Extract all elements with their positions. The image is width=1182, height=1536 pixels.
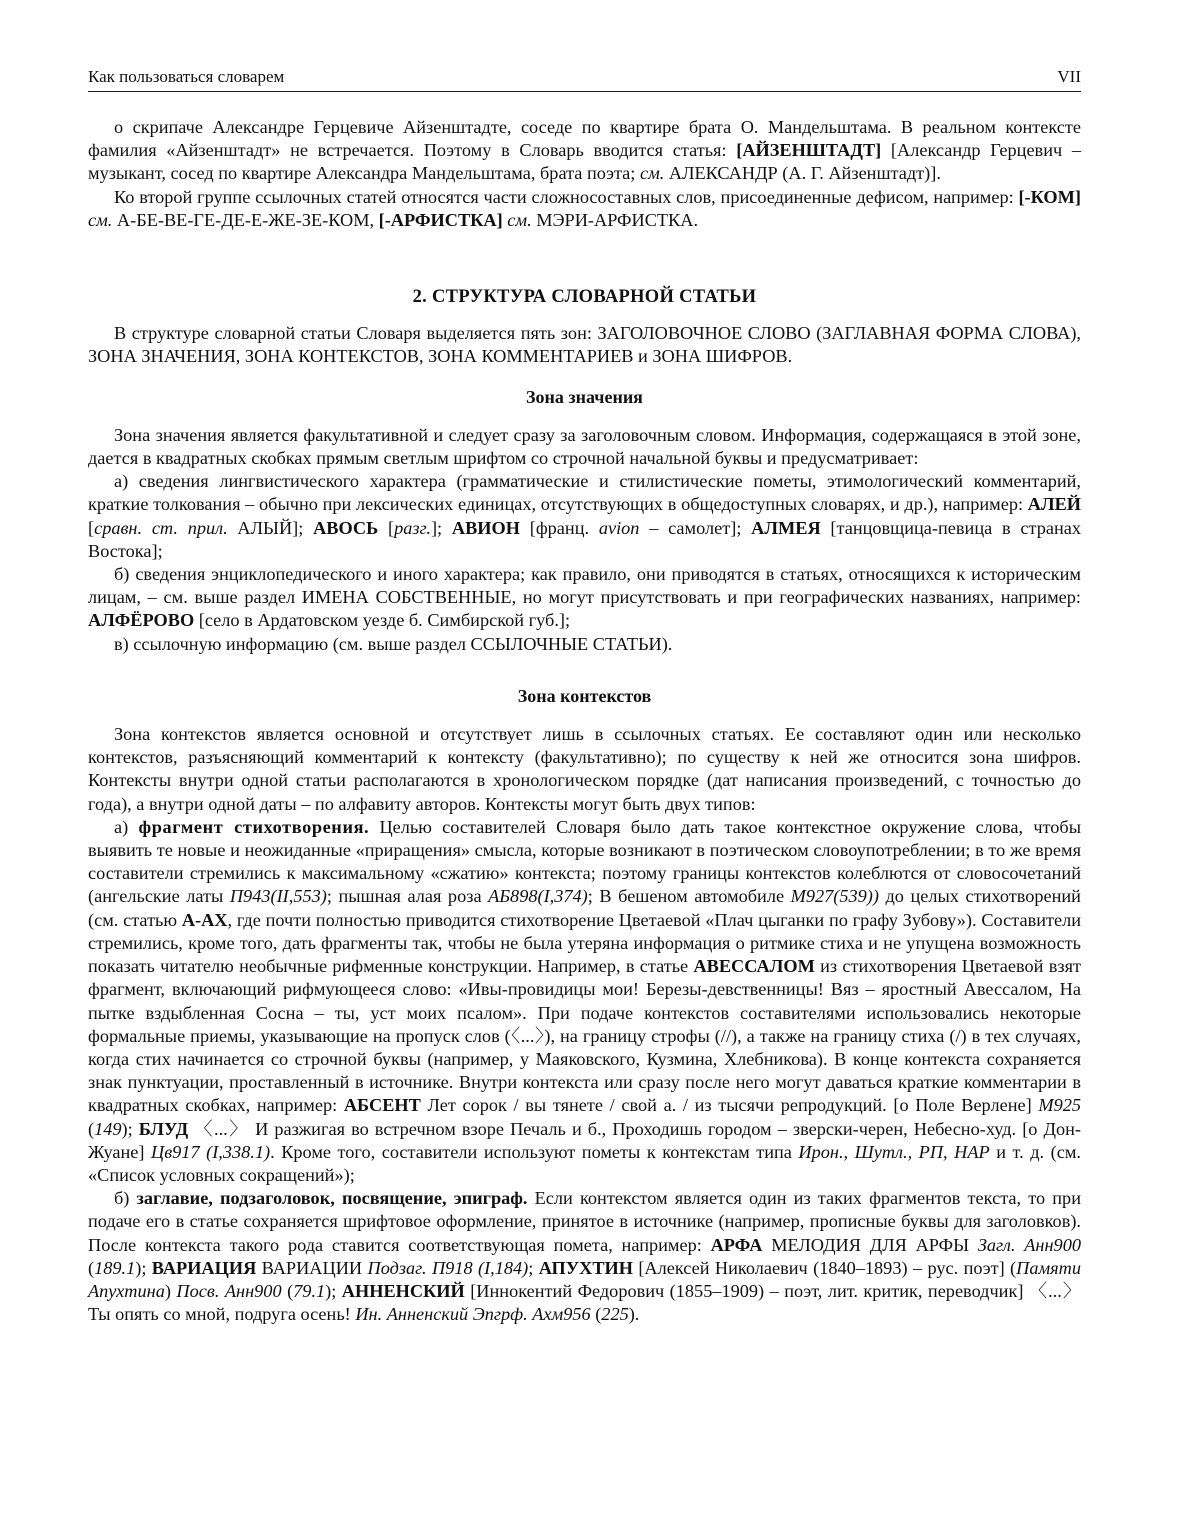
- headword: [-АРФИСТКА]: [378, 209, 503, 230]
- headword: АРФА: [710, 1234, 763, 1255]
- list-item-linguistic: а) сведения лингвистического характера (грамматические и стилистические пометы, этимологический комментарий, краткие толкования – обычно при лексических единицах, отсутствующих в общедоступных словарях, и др.), например: АЛЕЙ [сравн. ст. прил. АЛЫЙ]; АВОСЬ [разг.]; АВИОН [франц. avion – самолет]; АЛМЕЯ [танцовщица-певица в странах Востока];: [88, 471, 1081, 561]
- headword: АВИОН: [451, 517, 520, 538]
- list-item-title-epigraph: б) заглавие, подзаголовок, посвящение, эпиграф. Если контекстом является один из таких фрагментов текста, то при подаче его в статье сохраняется шрифтовое оформление, принятое в источнике (например, прописные буквы для заголовков). После контекста такого рода ставится соответствующая помета, например: АРФА МЕЛОДИЯ ДЛЯ АРФЫ Загл. Анн900 (189.1); ВАРИАЦИЯ ВАРИАЦИИ Подзаг. П918 (I,184); АПУХТИН [Алексей Николаевич (1840–1893) – рус. поэт] (Памяти Апухтина) Посв. Анн900 (79.1); АННЕНСКИЙ [Иннокентий Федорович (1855–1909) – поэт, лит. критик, переводчик] 〈...〉 Ты опять со мной, подруга осень! Ин. Анненский Эпгрф. Ахм956 (225).: [88, 1188, 1082, 1325]
- document-body: [88, 116, 1081, 1326]
- headword: АЛФЁРОВО: [88, 610, 195, 631]
- headword: АПУХТИН: [538, 1257, 633, 1278]
- headword: ВАРИАЦИЯ: [151, 1257, 257, 1278]
- paragraph-meaning-intro: Зона значения является факультативной и следует сразу за заголовочным словом. Информация, содержащаяся в этой зоне, дается в квадратных скобках прямым светлым шрифтом со строчной начальной буквы и предусматривает:: [88, 424, 1081, 469]
- list-item-reference: в) ссылочную информацию (см. выше раздел ССЫЛОЧНЫЕ СТАТЬИ).: [114, 633, 673, 654]
- running-head: [88, 67, 1081, 92]
- headword: АБСЕНТ: [343, 1095, 421, 1116]
- headword: АЛМЕЯ: [751, 517, 821, 538]
- headword: АННЕНСКИЙ: [341, 1280, 465, 1301]
- subsection-heading-meaning: Зона значения: [526, 386, 643, 407]
- running-head-title: Как пользоваться словарем: [88, 67, 285, 86]
- headword: [АЙЗЕНШТАДТ]: [736, 140, 882, 161]
- headword: АВЕССАЛОМ: [693, 956, 815, 977]
- paragraph-aizenshtadt: о скрипаче Александре Герцевиче Айзенштадте, соседе по квартире брата О. Мандельштама. В реальном контексте фамилия «Айзенштадт» не встречается. Поэтому в Словарь вводится статья: [АЙЗЕНШТАДТ] [Александр Герцевич – музыкант, сосед по квартире Александра Мандельштама, брата поэта; см. АЛЕКСАНДР (А. Г. Айзенштадт)].: [88, 117, 1081, 184]
- section-heading: 2. СТРУКТУРА СЛОВАРНОЙ СТАТЬИ: [412, 287, 757, 308]
- headword: А-АХ: [181, 909, 228, 930]
- headword: [-КОМ]: [1018, 186, 1081, 207]
- list-item-poem-fragment: а) фрагмент стихотворения. Целью составителей Словаря было дать такое контекстное окружение слова, чтобы выявить те новые и неожиданные «приращения» смысла, которые возникают в поэтическом словоупотреблении; в то же время составители стремились к максимальному «сжатию» контекста; поэтому границы контекстов колеблются от словосочетаний (ангельские латы П943(II,553); пышная алая роза АБ898(I,374); В бешеном автомобиле М927(539)) до целых стихотворений (см. статью А-АХ, где почти полностью приводится стихотворение Цветаевой «Плач цыганки по графу Зубову»). Составители стремились, кроме того, дать фрагменты так, чтобы не была утеряна информация о ритмике стиха и не упущена возможность показать читателю необычные рифменные конструкции. Например, в статье АВЕССАЛОМ из стихотворения Цветаевой взят фрагмент, включающий рифмующееся слово: «Ивы-провидицы мои! Березы-девственницы! Вяз – яростный Авессалом, На пытке вздыбленная Сосна – ты, уст моих псалом». При подаче контекстов составителями использовались некоторые формальные приемы, указывающие на пропуск слов (〈...〉), на границу строфы (//), а также на границу стиха (/) в тех случаях, когда стих начинается со строчной буквы (например, у Маяковского, Кузмина, Хлебникова). В конце контекста сохраняется знак пунктуации, проставленный в источнике. Внутри контекста или сразу после него могут даваться краткие комментарии в квадратных скобках, например: АБСЕНТ Лет сорок / вы тянете / свой а. / из тысячи репродукций. [о Поле Верлене] М925 (149); БЛУД 〈...〉 И разжигая во встречном взоре Печаль и б., Проходишь городом – зверски-черен, Небесно-худ. [о Дон-Жуане] Цв917 (I,338.1). Кроме того, составители используют пометы к контекстам типа Ирон., Шутл., РП, НАР и т. д. (см. «Список условных сокращений»);: [88, 816, 1081, 1185]
- subsection-heading-context: Зона контекстов: [517, 685, 652, 706]
- headword: АЛЕЙ: [1027, 494, 1081, 515]
- list-item-encyclopedic: б) сведения энциклопедического и иного характера; как правило, они приводятся в статьях, относящихся к историческим лицам, – см. выше раздел ИМЕНА СОБСТВЕННЫЕ, но могут присутствовать и при географических названиях, например: АЛФЁРОВО [село в Ардатовском уезде б. Симбирской губ.];: [88, 564, 1081, 631]
- headword: БЛУД: [138, 1118, 189, 1139]
- paragraph-context-intro: Зона контекстов является основной и отсутствует лишь в ссылочных статьях. Ее составляют один или несколько контекстов, разъясняющий комментарий к контексту (факультативно); по существу к ней же относится зона шифров. Контексты внутри одной статьи располагаются в хронологическом порядке (дат написания произведений, с точностью до года), а внутри одной даты – по алфавиту авторов. Контексты могут быть двух типов:: [88, 724, 1081, 814]
- paragraph-structure-intro: В структуре словарной статьи Словаря выделяется пять зон: ЗАГОЛОВОЧНОЕ СЛОВО (ЗАГЛАВНАЯ ФОРМА СЛОВА), ЗОНА ЗНАЧЕНИЯ, ЗОНА КОНТЕКСТОВ, ЗОНА КОММЕНТАРИЕВ и ЗОНА ШИФРОВ.: [88, 323, 1081, 367]
- headword: АВОСЬ: [313, 517, 379, 538]
- paragraph-reference-parts: Ко второй группе ссылочных статей относятся части сложносоставных слов, присоединенные дефисом, например: [-КОМ] см. А-БЕ-ВЕ-ГЕ-ДЕ-Е-ЖЕ-ЗЕ-КОМ, [-АРФИСТКА] см. МЭРИ-АРФИСТКА.: [88, 186, 1081, 230]
- page-number: VII: [1057, 67, 1081, 86]
